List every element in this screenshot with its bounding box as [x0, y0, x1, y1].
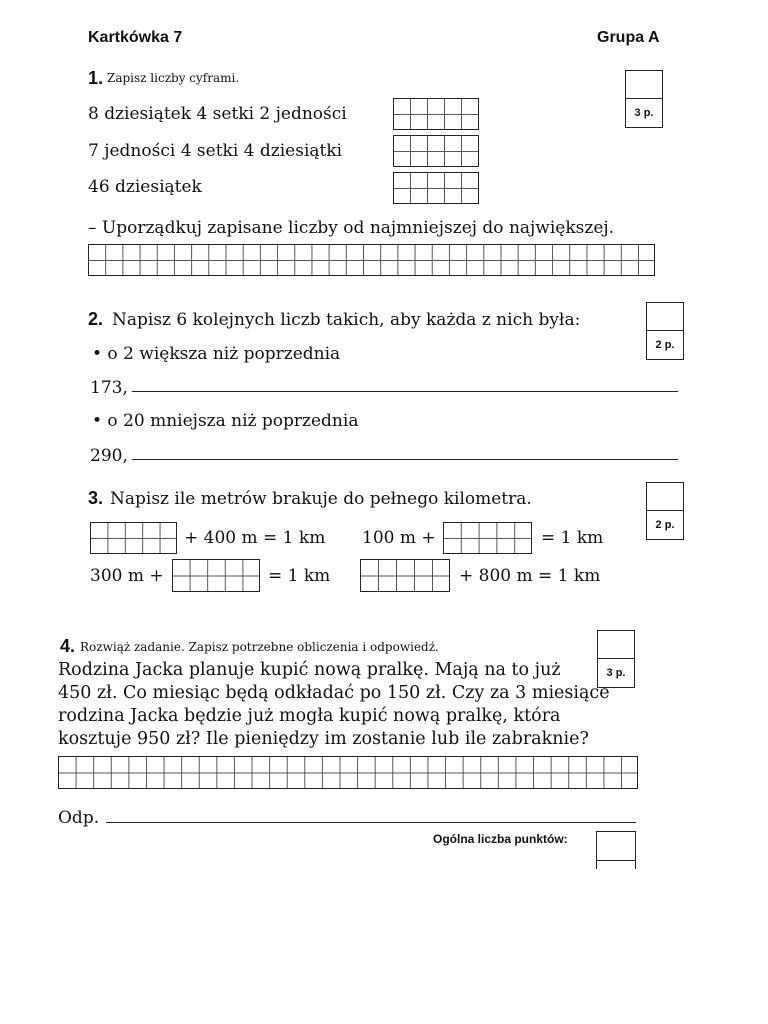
task-4-problem-text: [58, 659, 610, 751]
total-points-box: [596, 831, 636, 869]
task-2-points: 2 p.: [655, 339, 675, 351]
answer-grid-2[interactable]: [393, 135, 479, 167]
task-4-line-3: rodzina Jacka będzie już mogła kupić nową pralkę, która: [58, 706, 561, 726]
task-1-score-box: [625, 70, 663, 128]
task-4-points: 3 p.: [606, 667, 626, 679]
task-3-eq-2-head: 100 m +: [362, 528, 436, 548]
task-3-grid-4[interactable]: [360, 559, 450, 592]
total-points-label: Ogólna liczba punktów:: [433, 832, 568, 846]
task-2-score-box: [646, 302, 684, 360]
task-3-eq-1: + 400 m = 1 km: [184, 528, 326, 548]
task-1-instruction: Zapisz liczby cyframi.: [107, 71, 240, 85]
task-2-answer-line-1[interactable]: [132, 391, 678, 392]
answer-grid-3[interactable]: [393, 172, 479, 204]
answer-label: Odp.: [58, 808, 100, 828]
answer-grid-1[interactable]: [393, 98, 479, 130]
task-3-grid-3[interactable]: [172, 559, 260, 592]
task-2-start-1: 173,: [90, 378, 128, 398]
task-2-start-2: 290,: [90, 446, 128, 466]
task-1-item-3: 46 dziesiątek: [88, 177, 202, 197]
task-3-eq-4: + 800 m = 1 km: [459, 566, 601, 586]
task-3-eq-3-head: 300 m +: [90, 566, 164, 586]
task-3-grid-2[interactable]: [443, 522, 532, 554]
task-1-points: 3 p.: [634, 107, 654, 119]
task-4-line-1: Rodzina Jacka planuje kupić nową pralkę. Mają na to już: [58, 660, 561, 680]
task-3-eq-3-tail: = 1 km: [268, 566, 331, 586]
task-3-points: 2 p.: [655, 519, 675, 531]
task-2-answer-line-2[interactable]: [132, 459, 678, 460]
task-2-instruction: Napisz 6 kolejnych liczb takich, aby każda z nich była:: [112, 310, 581, 330]
task-2-number: 2.: [88, 309, 104, 329]
task-4-instruction: Rozwiąż zadanie. Zapisz potrzebne obliczenia i odpowiedź.: [80, 640, 439, 654]
task-1-item-1: 8 dziesiątek 4 setki 2 jedności: [88, 104, 347, 124]
task-3-number: 3.: [88, 488, 104, 508]
group-label: Grupa A: [597, 29, 660, 46]
task-4-line-2: 450 zł. Co miesiąc będą odkładać po 150 zł. Czy za 3 miesiące: [58, 683, 610, 703]
order-instruction: – Uporządkuj zapisane liczby od najmniejszej do największej.: [88, 218, 615, 238]
task-3-instruction: Napisz ile metrów brakuje do pełnego kilometra.: [110, 489, 532, 509]
task-2-bullet-1: • o 2 większa niż poprzednia: [92, 344, 341, 364]
task-2-bullet-2: • o 20 mniejsza niż poprzednia: [92, 411, 359, 431]
task-3-eq-2-tail: = 1 km: [541, 528, 604, 548]
task-1-item-2: 7 jedności 4 setki 4 dziesiątki: [88, 141, 343, 161]
quiz-title: Kartkówka 7: [88, 29, 183, 46]
task-3-grid-1[interactable]: [90, 522, 177, 554]
task-3-score-box: [646, 482, 684, 540]
task-4-calculation-grid[interactable]: [58, 756, 638, 789]
task-1-number: 1.: [88, 68, 104, 88]
task-4-line-4: kosztuje 950 zł? Ile pieniędzy im zostanie lub ile zabraknie?: [58, 729, 589, 749]
task-4-number: 4.: [60, 636, 76, 656]
answer-line[interactable]: [106, 822, 636, 823]
order-answer-grid[interactable]: [88, 244, 655, 276]
